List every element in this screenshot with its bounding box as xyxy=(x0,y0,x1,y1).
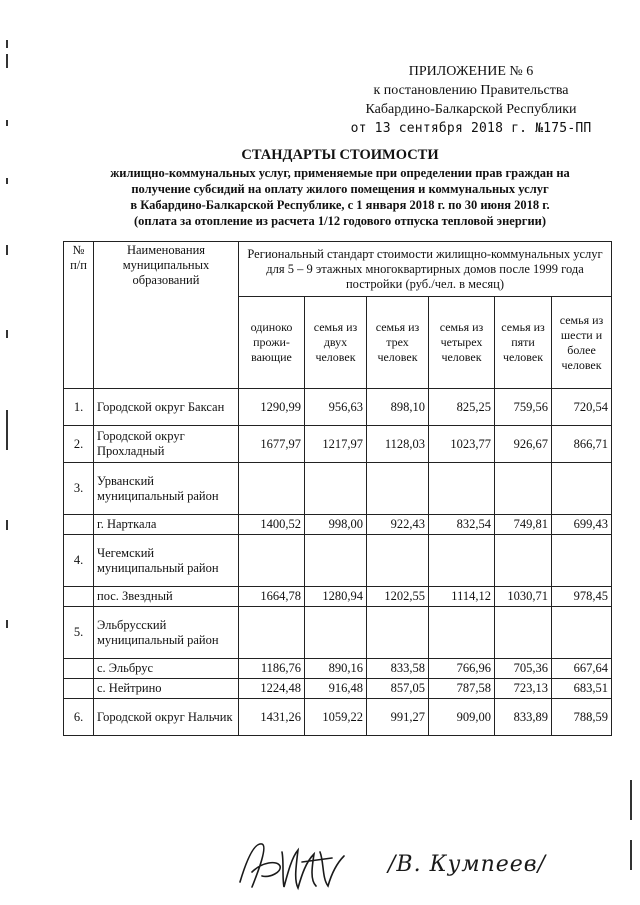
row-value: 998,00 xyxy=(305,515,367,535)
row-value: 978,45 xyxy=(552,587,612,607)
row-value: 1664,78 xyxy=(239,587,305,607)
subtitle-line: (оплата за отопление из расчета 1/12 годового отпуска тепловой энергии) xyxy=(133,214,547,228)
row-number xyxy=(64,587,94,607)
table-row xyxy=(64,659,612,679)
row-municipality: г. Нарткала xyxy=(94,515,239,535)
row-number xyxy=(64,679,94,699)
row-number: 2. xyxy=(64,426,94,463)
row-value: 788,59 xyxy=(552,699,612,736)
appendix-block xyxy=(340,62,602,138)
scan-mark xyxy=(6,620,8,628)
row-value: 1217,97 xyxy=(305,426,367,463)
row-value: 720,54 xyxy=(552,389,612,426)
table-row xyxy=(64,699,612,736)
row-value xyxy=(495,535,552,587)
row-number: 6. xyxy=(64,699,94,736)
row-value xyxy=(367,607,429,659)
row-number xyxy=(64,659,94,679)
row-value: 787,58 xyxy=(429,679,495,699)
row-value xyxy=(239,535,305,587)
signature-name: /В. Кумпеев/ xyxy=(388,852,547,877)
row-value: 890,16 xyxy=(305,659,367,679)
row-value: 1030,71 xyxy=(495,587,552,607)
row-value: 683,51 xyxy=(552,679,612,699)
row-number: 1. xyxy=(64,389,94,426)
row-value xyxy=(495,463,552,515)
subtitle-line: получение субсидий на оплату жилого помещения и коммунальных услуг xyxy=(131,182,549,196)
row-value: 1023,77 xyxy=(429,426,495,463)
row-value xyxy=(552,607,612,659)
row-value: 723,13 xyxy=(495,679,552,699)
row-value: 1431,26 xyxy=(239,699,305,736)
row-value: 1280,94 xyxy=(305,587,367,607)
header-regional-standard: Региональный стандарт стоимости жилищно-коммунальных услуг для 5 – 9 этажных многоквартирных домов после 1999 года постройки (руб./чел. в месяц) xyxy=(239,242,612,297)
header-family-3: семья из трех человек xyxy=(367,297,429,389)
row-value xyxy=(429,463,495,515)
row-value: 766,96 xyxy=(429,659,495,679)
row-value xyxy=(305,463,367,515)
appendix-date: от 13 сентября 2018 г. №175-ПП xyxy=(350,121,592,136)
scan-mark xyxy=(6,330,8,338)
row-value xyxy=(239,607,305,659)
row-municipality: Городской округ Баксан xyxy=(94,389,239,426)
row-value xyxy=(495,607,552,659)
scan-mark xyxy=(6,520,8,530)
scan-mark xyxy=(6,410,8,450)
row-value: 956,63 xyxy=(305,389,367,426)
row-value: 1128,03 xyxy=(367,426,429,463)
header-family-4: семья из четырех человек xyxy=(429,297,495,389)
row-value xyxy=(367,535,429,587)
scan-mark xyxy=(6,54,8,68)
header-single: одиноко прожи-вающие xyxy=(239,297,305,389)
row-municipality: пос. Звездный xyxy=(94,587,239,607)
row-value: 1677,97 xyxy=(239,426,305,463)
row-value: 1224,48 xyxy=(239,679,305,699)
table-row xyxy=(64,535,612,587)
row-value: 991,27 xyxy=(367,699,429,736)
table-row xyxy=(64,389,612,426)
header-family-2: семья из двух человек xyxy=(305,297,367,389)
scan-mark xyxy=(6,178,8,184)
row-value: 832,54 xyxy=(429,515,495,535)
row-number: 4. xyxy=(64,535,94,587)
row-value: 833,58 xyxy=(367,659,429,679)
appendix-number: ПРИЛОЖЕНИЕ № 6 xyxy=(408,64,534,79)
row-value: 1186,76 xyxy=(239,659,305,679)
row-value xyxy=(367,463,429,515)
subtitle-line: в Кабардино-Балкарской Республике, с 1 января 2018 г. по 30 июня 2018 г. xyxy=(130,198,550,212)
row-value: 926,67 xyxy=(495,426,552,463)
row-value: 749,81 xyxy=(495,515,552,535)
scan-mark xyxy=(630,780,632,820)
scan-mark xyxy=(630,840,632,870)
row-value: 825,25 xyxy=(429,389,495,426)
row-value xyxy=(305,607,367,659)
row-value xyxy=(239,463,305,515)
row-value: 922,43 xyxy=(367,515,429,535)
row-value: 909,00 xyxy=(429,699,495,736)
row-municipality: Урванский муниципальный район xyxy=(94,463,239,515)
row-number: 5. xyxy=(64,607,94,659)
header-number: № п/п xyxy=(64,242,94,389)
appendix-republic: Кабардино-Балкарской Республики xyxy=(365,102,577,117)
row-municipality: Эльбрусский муниципальный район xyxy=(94,607,239,659)
document-subtitle xyxy=(70,165,610,229)
row-municipality: Городской округ Прохладный xyxy=(94,426,239,463)
row-value xyxy=(429,535,495,587)
header-family-5: семья из пяти человек xyxy=(495,297,552,389)
standards-table xyxy=(63,241,612,736)
row-value: 705,36 xyxy=(495,659,552,679)
row-value xyxy=(305,535,367,587)
row-number xyxy=(64,515,94,535)
row-value: 1114,12 xyxy=(429,587,495,607)
row-value: 857,05 xyxy=(367,679,429,699)
table-row xyxy=(64,463,612,515)
row-value: 667,64 xyxy=(552,659,612,679)
row-value: 759,56 xyxy=(495,389,552,426)
header-municipality: Наименования муниципальных образований xyxy=(94,242,239,389)
row-value: 1059,22 xyxy=(305,699,367,736)
row-value xyxy=(552,463,612,515)
row-municipality: с. Нейтрино xyxy=(94,679,239,699)
table-row xyxy=(64,587,612,607)
row-value: 1290,99 xyxy=(239,389,305,426)
table-row xyxy=(64,607,612,659)
row-value xyxy=(429,607,495,659)
header-family-6-plus: семья из шести и более человек xyxy=(552,297,612,389)
row-value: 1202,55 xyxy=(367,587,429,607)
document-title: СТАНДАРТЫ СТОИМОСТИ xyxy=(241,147,439,163)
table-row xyxy=(64,679,612,699)
row-value: 916,48 xyxy=(305,679,367,699)
appendix-resolution: к постановлению Правительства xyxy=(373,83,569,98)
table-row xyxy=(64,426,612,463)
row-value: 898,10 xyxy=(367,389,429,426)
scan-mark xyxy=(6,245,8,255)
row-value: 833,89 xyxy=(495,699,552,736)
row-municipality: Чегемский муниципальный район xyxy=(94,535,239,587)
row-value: 866,71 xyxy=(552,426,612,463)
row-number: 3. xyxy=(64,463,94,515)
scan-mark xyxy=(6,40,8,48)
row-value xyxy=(552,535,612,587)
row-municipality: с. Эльбрус xyxy=(94,659,239,679)
table-row xyxy=(64,515,612,535)
subtitle-line: жилищно-коммунальных услуг, применяемые при определении прав граждан на xyxy=(110,166,570,180)
row-municipality: Городской округ Нальчик xyxy=(94,699,239,736)
scan-mark xyxy=(6,120,8,126)
row-value: 1400,52 xyxy=(239,515,305,535)
signature-mark xyxy=(232,832,362,897)
row-value: 699,43 xyxy=(552,515,612,535)
